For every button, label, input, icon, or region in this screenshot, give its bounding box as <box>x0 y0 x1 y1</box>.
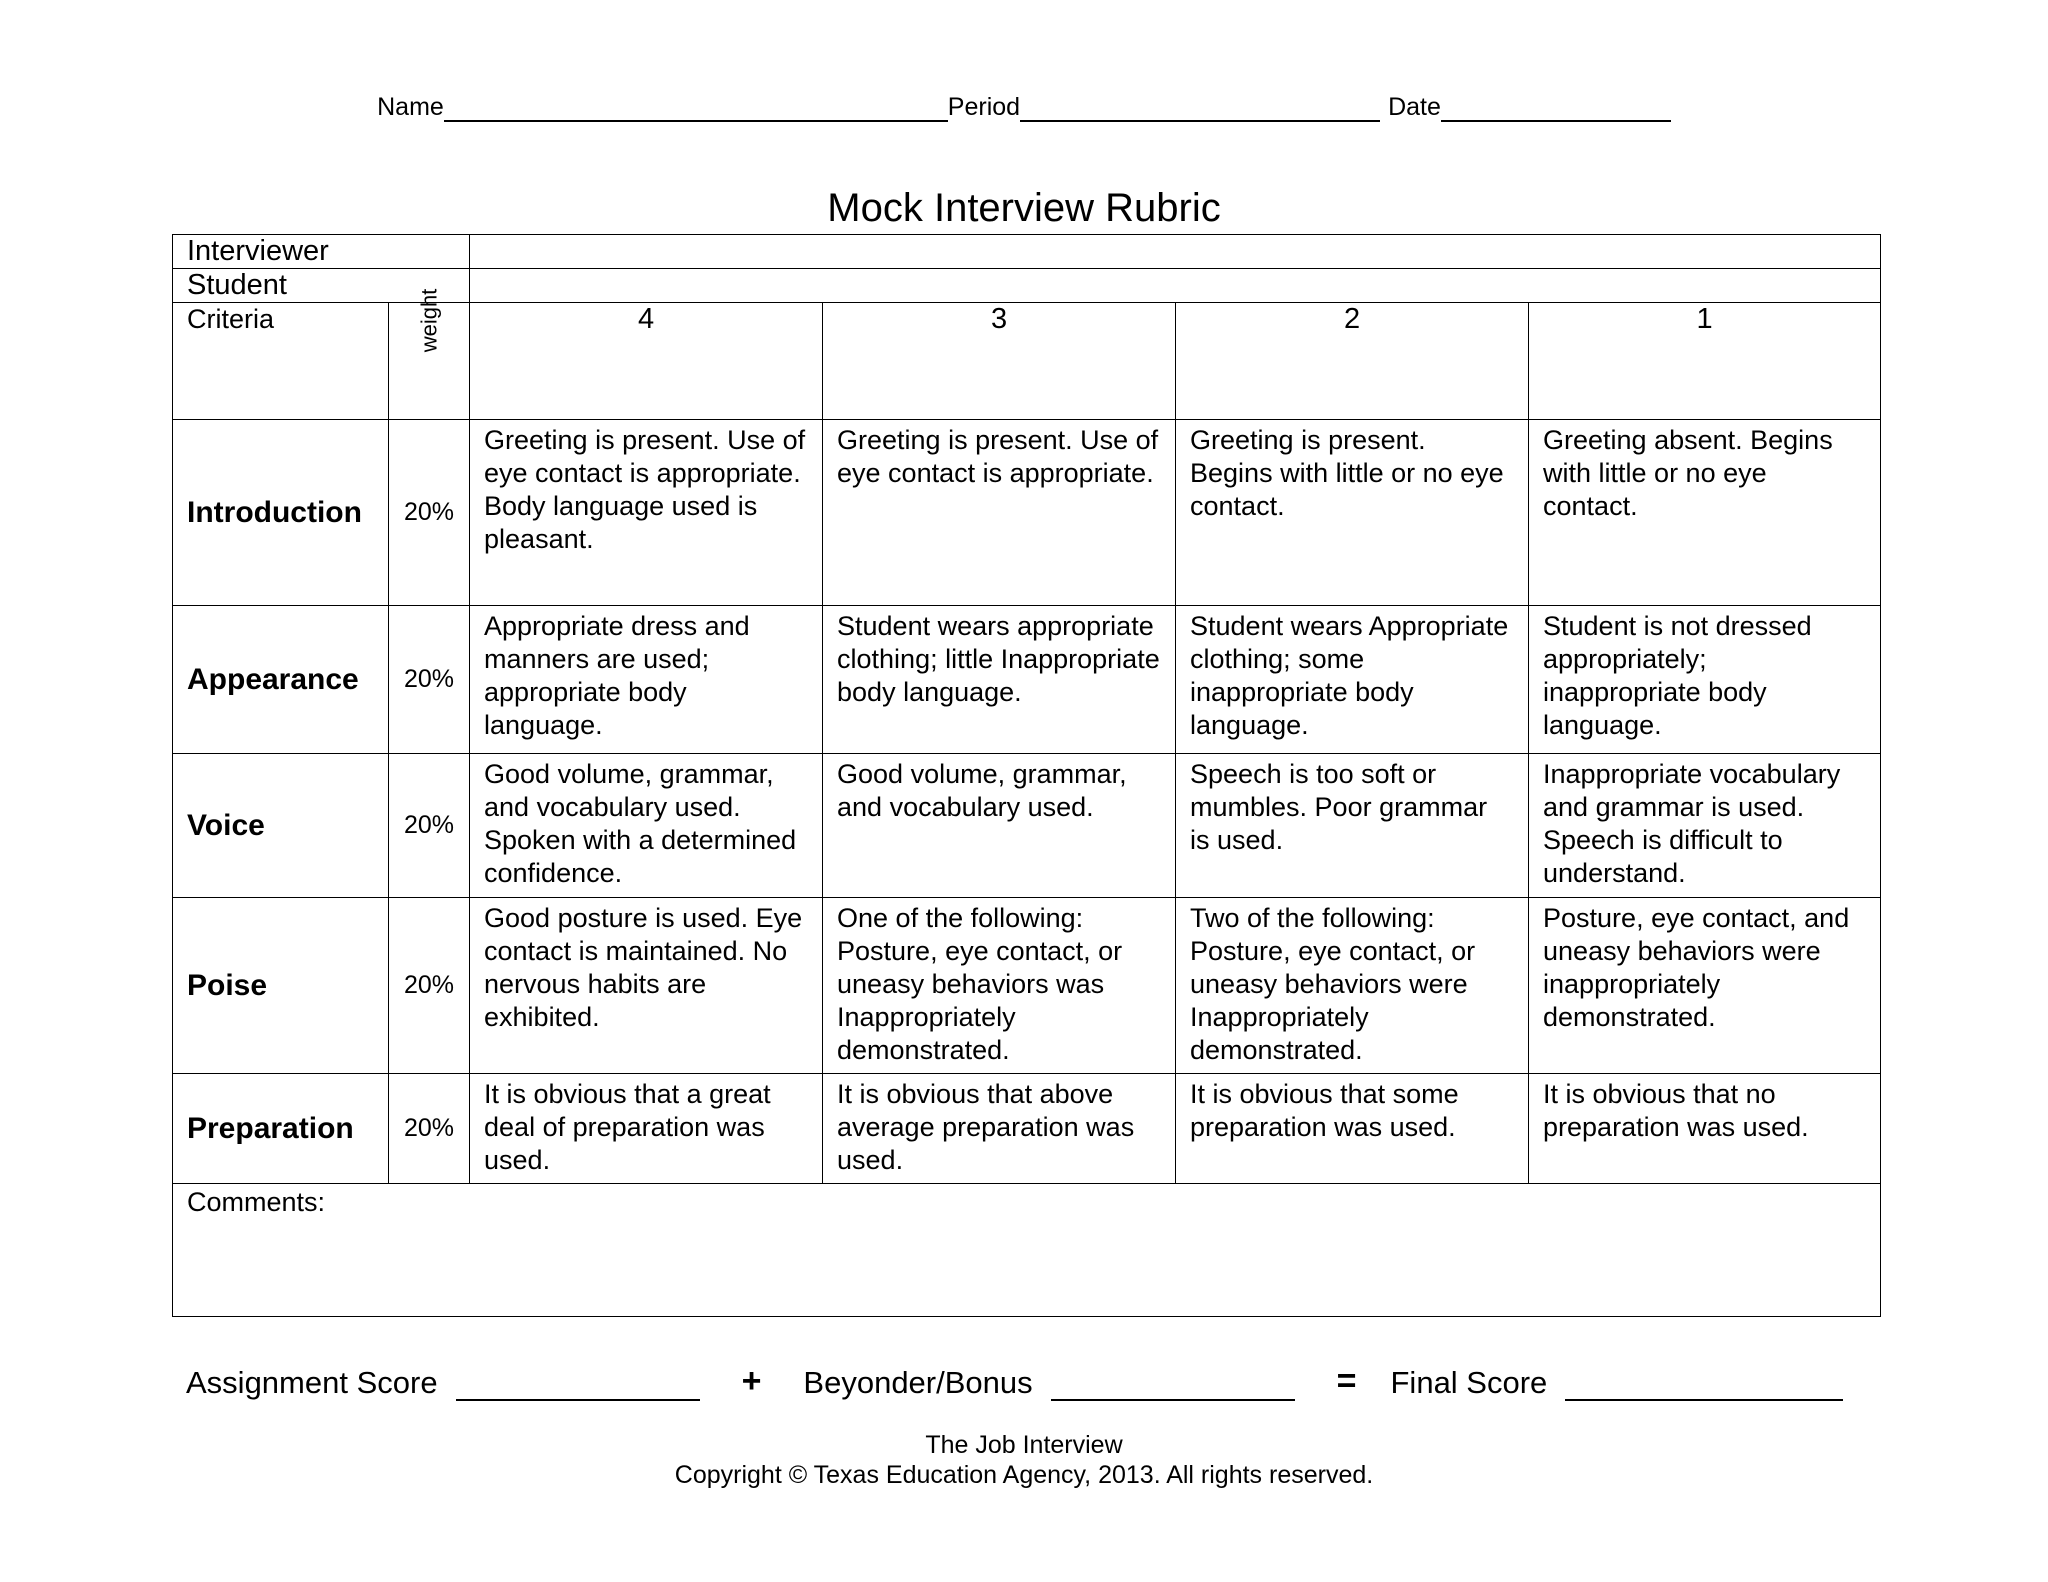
score-2-description[interactable]: It is obvious that some preparation was used. <box>1176 1074 1529 1184</box>
score-1-header: 1 <box>1529 303 1881 420</box>
score-4-description[interactable]: Good posture is used. Eye contact is maintained. No nervous habits are exhibited. <box>470 898 823 1074</box>
assignment-score-blank[interactable] <box>456 1365 700 1401</box>
criteria-weight: 20% <box>389 606 470 754</box>
score-1-description[interactable]: Inappropriate vocabulary and grammar is used. Speech is difficult to understand. <box>1529 754 1881 898</box>
criteria-row-poise <box>173 898 1881 1074</box>
criteria-row-introduction <box>173 420 1881 606</box>
plus-sign: + <box>741 1362 762 1400</box>
criteria-header: Criteria <box>173 303 389 420</box>
score-4-description[interactable]: Good volume, grammar, and vocabulary used. Spoken with a determined confidence. <box>470 754 823 898</box>
student-label: Student <box>173 269 470 303</box>
criteria-weight: 20% <box>389 898 470 1074</box>
criteria-name: Poise <box>173 898 389 1074</box>
period-blank[interactable] <box>1020 92 1380 122</box>
interviewer-field[interactable] <box>470 235 1881 269</box>
criteria-name: Preparation <box>173 1074 389 1184</box>
student-field[interactable] <box>470 269 1881 303</box>
bonus-blank[interactable] <box>1051 1365 1295 1401</box>
criteria-weight: 20% <box>389 1074 470 1184</box>
bonus-label: Beyonder/Bonus <box>803 1365 1033 1400</box>
page-title: Mock Interview Rubric <box>827 186 1221 230</box>
score-3-description[interactable]: Student wears appropriate clothing; little Inappropriate body language. <box>823 606 1176 754</box>
criteria-weight: 20% <box>389 420 470 606</box>
name-field[interactable] <box>377 92 948 122</box>
interviewer-label: Interviewer <box>173 235 470 269</box>
name-label: Name <box>377 93 444 121</box>
score-4-description[interactable]: Appropriate dress and manners are used; appropriate body language. <box>470 606 823 754</box>
footer-course-title: The Job Interview <box>925 1431 1123 1459</box>
final-score-label: Final Score <box>1390 1365 1548 1400</box>
criteria-name: Appearance <box>173 606 389 754</box>
score-2-description[interactable]: Speech is too soft or mumbles. Poor grammar is used. <box>1176 754 1529 898</box>
score-2-description[interactable]: Greeting is present. Begins with little or no eye contact. <box>1176 420 1529 606</box>
score-2-description[interactable]: Student wears Appropriate clothing; some inappropriate body language. <box>1176 606 1529 754</box>
score-summary <box>186 1362 1866 1401</box>
name-blank[interactable] <box>444 92 948 122</box>
date-label: Date <box>1388 93 1441 121</box>
period-label: Period <box>947 93 1021 121</box>
date-blank[interactable] <box>1441 92 1671 122</box>
criteria-name: Introduction <box>173 420 389 606</box>
criteria-row-voice <box>173 754 1881 898</box>
score-4-header: 4 <box>470 303 823 420</box>
comments-box[interactable] <box>173 1184 1881 1317</box>
criteria-row-preparation <box>173 1074 1881 1184</box>
score-1-description[interactable]: Student is not dressed appropriately; inappropriate body language. <box>1529 606 1881 754</box>
header-row <box>173 303 1881 420</box>
score-1-description[interactable]: It is obvious that no preparation was used. <box>1529 1074 1881 1184</box>
date-field[interactable] <box>1388 92 1671 122</box>
equals-sign: = <box>1336 1362 1357 1400</box>
score-3-description[interactable]: Good volume, grammar, and vocabulary used. <box>823 754 1176 898</box>
weight-header <box>389 288 470 420</box>
period-field[interactable] <box>948 92 1380 122</box>
footer <box>0 1430 2048 1490</box>
footer-copyright: Copyright © Texas Education Agency, 2013. All rights reserved. <box>674 1461 1374 1489</box>
assignment-score-label: Assignment Score <box>186 1365 438 1400</box>
score-1-description[interactable]: Greeting absent. Begins with little or no eye contact. <box>1529 420 1881 606</box>
comments-label: Comments: <box>187 1187 326 1217</box>
score-3-description[interactable]: It is obvious that above average preparation was used. <box>823 1074 1176 1184</box>
score-3-description[interactable]: Greeting is present. Use of eye contact is appropriate. <box>823 420 1176 606</box>
criteria-name: Voice <box>173 754 389 898</box>
criteria-weight: 20% <box>389 754 470 898</box>
score-2-description[interactable]: Two of the following: Posture, eye contact, or uneasy behaviors were Inappropriately demonstrated. <box>1176 898 1529 1074</box>
criteria-row-appearance <box>173 606 1881 754</box>
score-3-header: 3 <box>823 303 1176 420</box>
score-2-header: 2 <box>1176 303 1529 420</box>
score-3-description[interactable]: One of the following: Posture, eye contact, or uneasy behaviors was Inappropriately demonstrated. <box>823 898 1176 1074</box>
rubric-table <box>172 234 1881 1317</box>
final-score-blank[interactable] <box>1565 1365 1843 1401</box>
weight-header-label: weight <box>416 288 442 353</box>
interviewer-row <box>173 235 1881 269</box>
score-4-description[interactable]: Greeting is present. Use of eye contact is appropriate. Body language used is pleasant. <box>470 420 823 606</box>
score-4-description[interactable]: It is obvious that a great deal of preparation was used. <box>470 1074 823 1184</box>
score-1-description[interactable]: Posture, eye contact, and uneasy behaviors were inappropriately demonstrated. <box>1529 898 1881 1074</box>
comments-row <box>173 1184 1881 1317</box>
student-info-header <box>0 92 2048 122</box>
